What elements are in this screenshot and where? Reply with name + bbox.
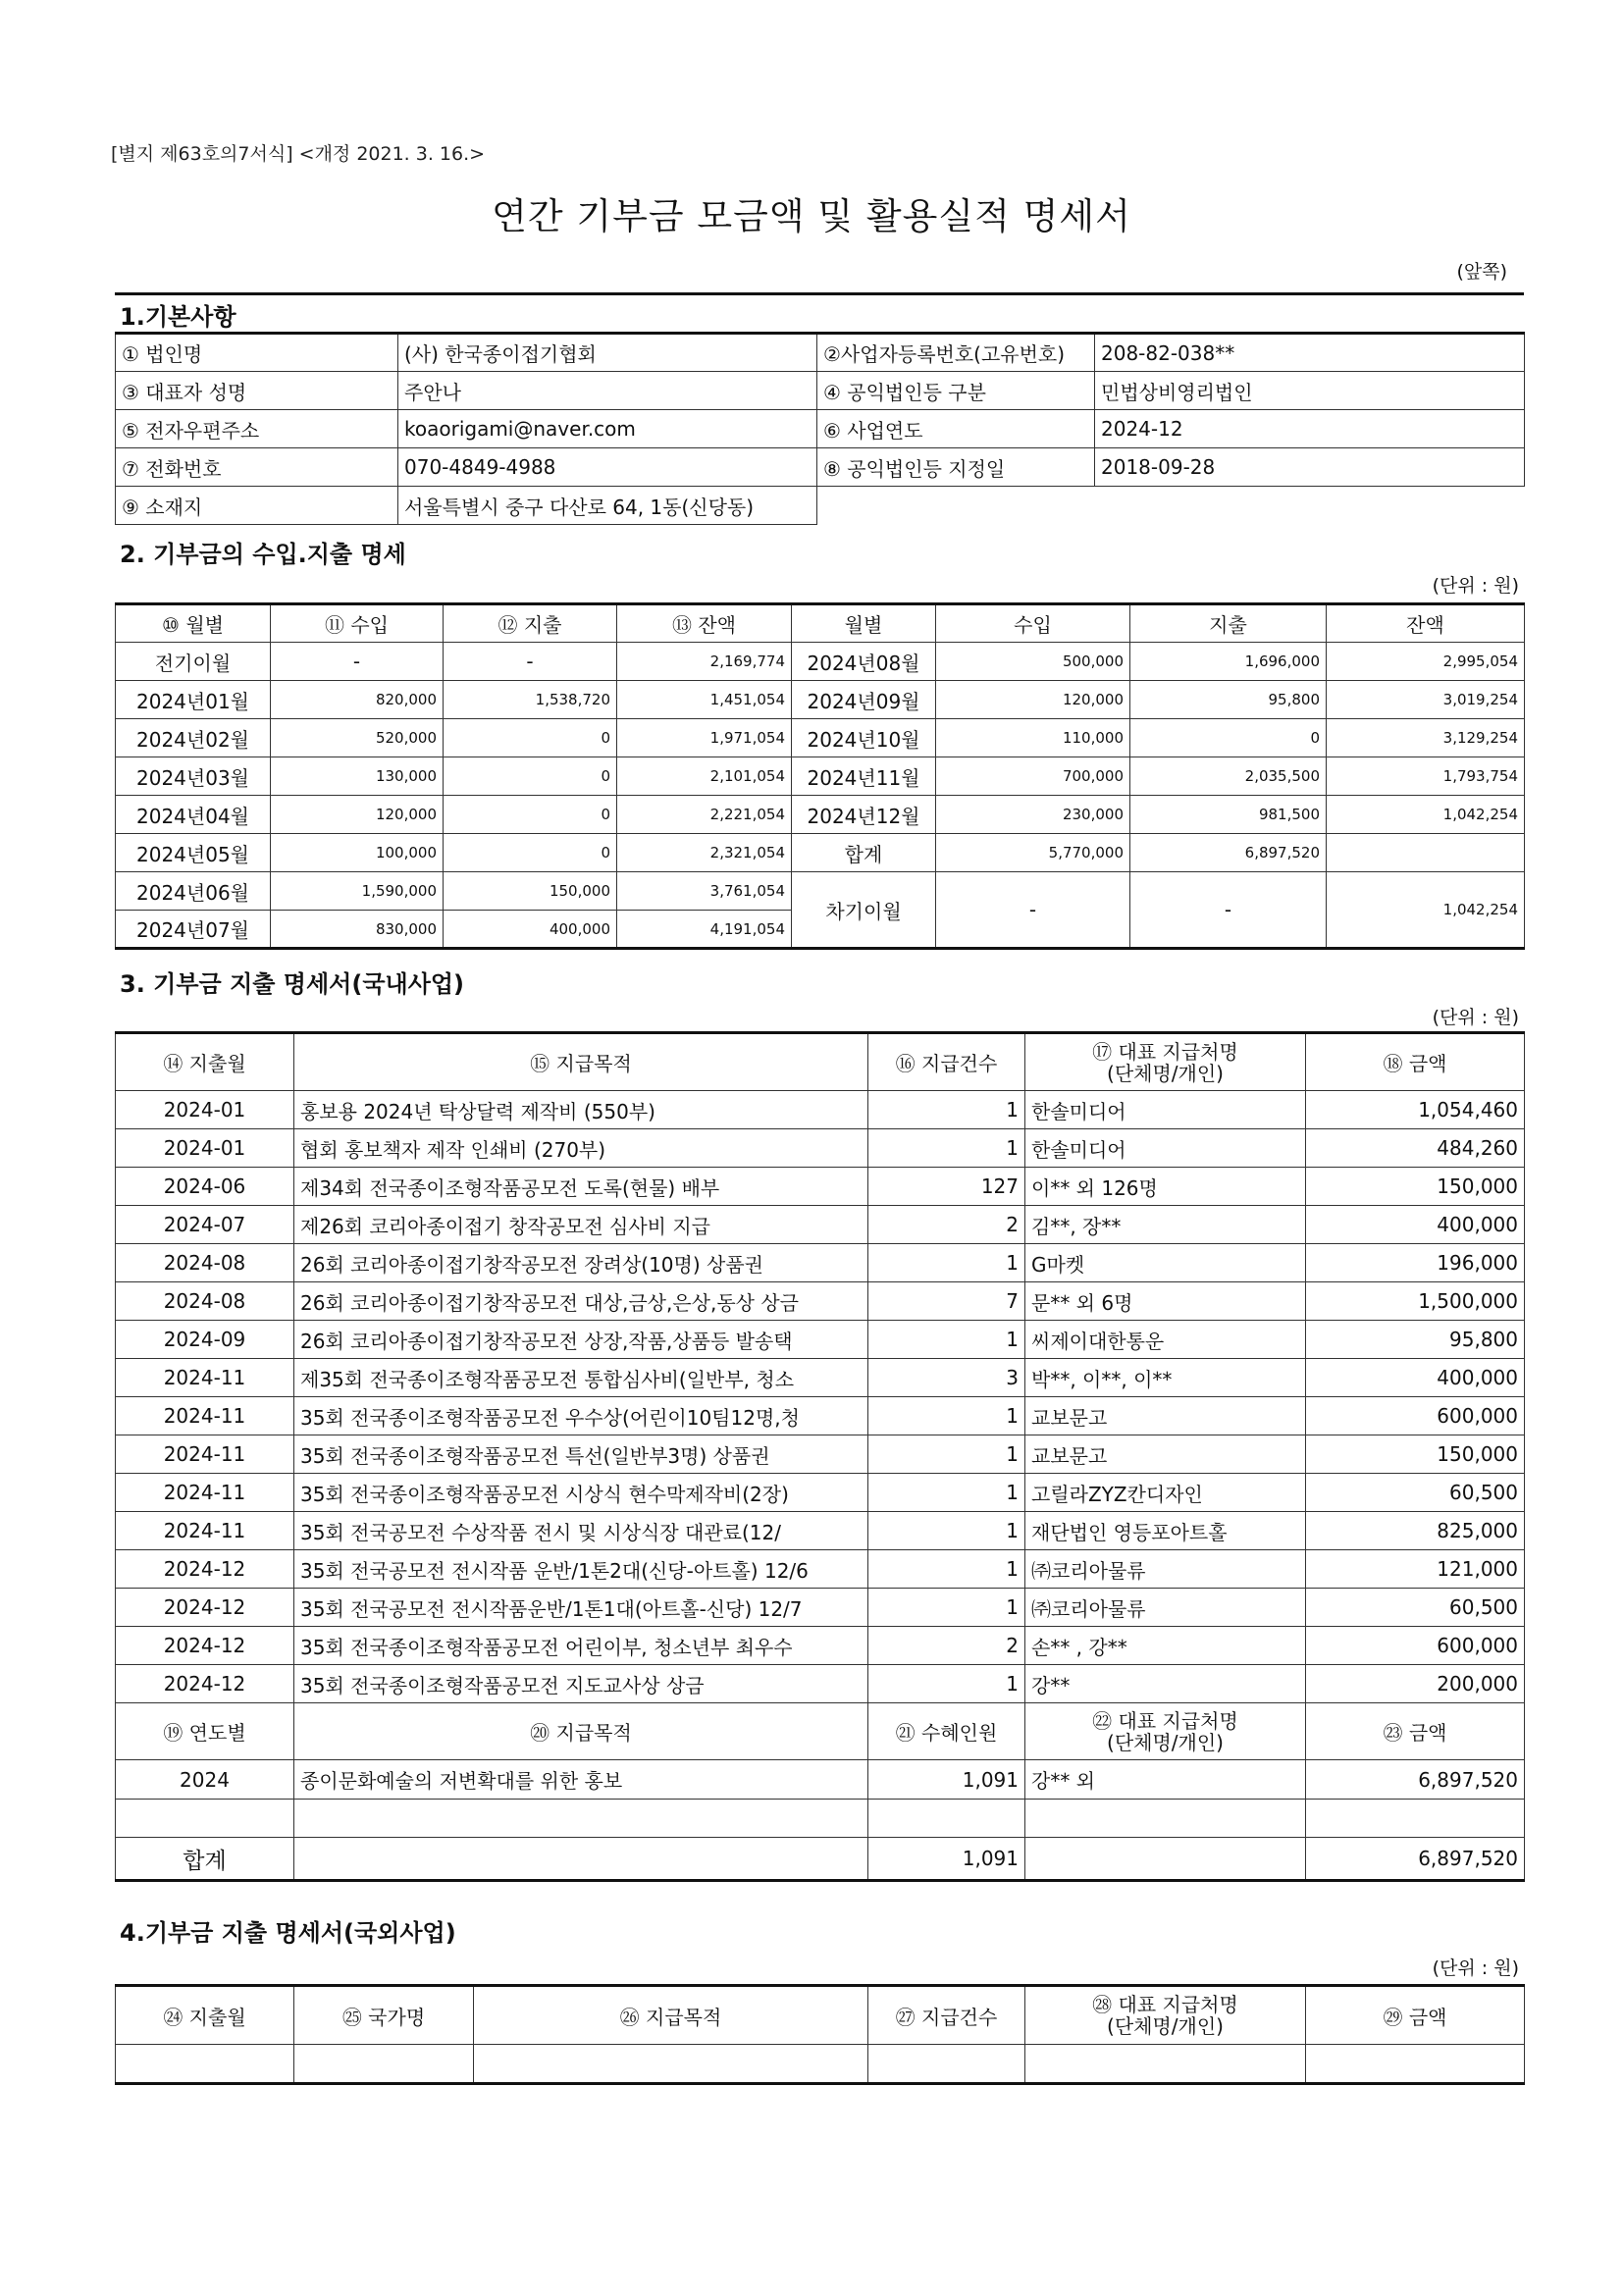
income-cell: 820,000: [271, 681, 444, 719]
total-blank: [294, 1838, 868, 1881]
recipient-cell: 한솔미디어: [1025, 1091, 1306, 1129]
month-cell: 2024년02월: [116, 719, 271, 757]
amount-cell: 150,000: [1306, 1435, 1525, 1474]
column-header: ⑲ 연도별: [116, 1703, 294, 1760]
recipient-cell: ㈜코리아물류: [1025, 1550, 1306, 1589]
count-cell: 1: [868, 1397, 1025, 1435]
info-value: 주안나: [398, 372, 817, 410]
empty-cell: [116, 2045, 294, 2084]
balance-cell: 2,101,054: [617, 757, 792, 796]
domestic-header-row: [116, 1033, 1525, 1091]
month-cell: 2024년12월: [792, 796, 936, 834]
balance-cell: 4,191,054: [617, 911, 792, 949]
section2-unit: (단위 : 원): [1432, 575, 1519, 597]
balance-cell: 1,042,254: [1327, 796, 1525, 834]
column-header: ⑱ 금액: [1306, 1033, 1525, 1091]
total-amount-cell: 6,897,520: [1306, 1838, 1525, 1881]
amount-cell: 400,000: [1306, 1359, 1525, 1397]
amount-cell: 60,500: [1306, 1589, 1525, 1627]
column-header: ㉗ 지급건수: [868, 1986, 1025, 2045]
income-cell: 100,000: [271, 834, 444, 872]
expense-cell: -: [444, 643, 617, 681]
balance-cell: 2,221,054: [617, 796, 792, 834]
purpose-cell: 제34회 전국종이조형작품공모전 도록(현물) 배부: [294, 1168, 868, 1206]
count-cell: 1: [868, 1321, 1025, 1359]
recipient-cell: 손** , 강**: [1025, 1627, 1306, 1665]
total-people-cell: 1,091: [868, 1838, 1025, 1881]
info-label: ②사업자등록번호(고유번호): [817, 334, 1095, 372]
column-header: ㉙ 금액: [1306, 1986, 1525, 2045]
recipient-cell: 고릴라ZYZ칸디자인: [1025, 1474, 1306, 1512]
column-header: ⑬ 잔액: [617, 604, 792, 643]
table-row: [116, 1091, 1525, 1129]
purpose-cell: 26회 코리아종이접기창작공모전 장려상(10명) 상품권: [294, 1244, 868, 1282]
balance-cell: 1,451,054: [617, 681, 792, 719]
total-row: [116, 1838, 1525, 1881]
total-label: 합계: [116, 1838, 294, 1881]
expense-month-cell: 2024-12: [116, 1627, 294, 1665]
table-row: [116, 1474, 1525, 1512]
income-cell: 230,000: [936, 796, 1130, 834]
income-cell: 520,000: [271, 719, 444, 757]
column-header: ⑪ 수입: [271, 604, 444, 643]
column-header: ㉖ 지급목적: [474, 1986, 868, 2045]
recipient-cell: 김**, 장**: [1025, 1206, 1306, 1244]
recipient-cell: 한솔미디어: [1025, 1129, 1306, 1168]
expense-month-cell: 2024-01: [116, 1129, 294, 1168]
recipient-cell: 박**, 이**, 이**: [1025, 1359, 1306, 1397]
purpose-cell: 35회 전국종이조형작품공모전 지도교사상 상금: [294, 1665, 868, 1703]
amount-cell: 95,800: [1306, 1321, 1525, 1359]
count-cell: 1: [868, 1091, 1025, 1129]
month-cell: 2024년11월: [792, 757, 936, 796]
column-header: 잔액: [1327, 604, 1525, 643]
count-cell: 2: [868, 1206, 1025, 1244]
income-row: [116, 719, 1525, 757]
column-header: ⑯ 지급건수: [868, 1033, 1025, 1091]
expense-cell: 0: [444, 719, 617, 757]
purpose-cell: 35회 전국공모전 전시작품 운반/1톤2대(신당-아트홀) 12/6: [294, 1550, 868, 1589]
address-label: ⑨ 소재지: [116, 487, 398, 525]
expense-month-cell: 2024-01: [116, 1091, 294, 1129]
count-cell: 7: [868, 1282, 1025, 1321]
recipient-cell: 교보문고: [1025, 1397, 1306, 1435]
month-cell: 전기이월: [116, 643, 271, 681]
expense-month-cell: 2024-06: [116, 1168, 294, 1206]
expense-month-cell: 2024-12: [116, 1589, 294, 1627]
recipient-cell: 문** 외 6명: [1025, 1282, 1306, 1321]
income-cell: 110,000: [936, 719, 1130, 757]
expense-cell: 6,897,520: [1130, 834, 1327, 872]
expense-month-cell: 2024-08: [116, 1282, 294, 1321]
recipient-header-subline: (단체명/개인): [1107, 1061, 1224, 1085]
empty-row: [116, 2045, 1525, 2084]
income-row: [116, 757, 1525, 796]
recipient-header-line: ㉘ 대표 지급처명: [1092, 1993, 1238, 2016]
recipient-cell: 교보문고: [1025, 1435, 1306, 1474]
info-value: 2018-09-28: [1095, 448, 1525, 487]
month-cell: 2024년04월: [116, 796, 271, 834]
amount-cell: 825,000: [1306, 1512, 1525, 1550]
expense-month-cell: 2024-08: [116, 1244, 294, 1282]
recipient-cell: 이** 외 126명: [1025, 1168, 1306, 1206]
amount-cell: 400,000: [1306, 1206, 1525, 1244]
income-expense-table: [115, 602, 1525, 950]
recipient-cell: G마켓: [1025, 1244, 1306, 1282]
income-cell: 1,590,000: [271, 872, 444, 911]
column-header: ⑫ 지출: [444, 604, 617, 643]
table-row: [116, 1282, 1525, 1321]
purpose-cell: 35회 전국종이조형작품공모전 어린이부, 청소년부 최우수: [294, 1627, 868, 1665]
info-label: ④ 공익법인등 구분: [817, 372, 1095, 410]
amount-cell: 196,000: [1306, 1244, 1525, 1282]
table-row: [116, 1168, 1525, 1206]
purpose-cell: 35회 전국종이조형작품공모전 특선(일반부3명) 상품권: [294, 1435, 868, 1474]
address-row: [116, 487, 1525, 525]
count-cell: 127: [868, 1168, 1025, 1206]
balance-cell: 3,761,054: [617, 872, 792, 911]
carry-income: -: [936, 872, 1130, 949]
purpose-cell: 35회 전국공모전 전시작품운반/1톤1대(아트홀-신당) 12/7: [294, 1589, 868, 1627]
count-cell: 1: [868, 1474, 1025, 1512]
count-cell: 1: [868, 1589, 1025, 1627]
info-row: [116, 372, 1525, 410]
empty-cell: [294, 2045, 474, 2084]
balance-cell: 1,971,054: [617, 719, 792, 757]
income-cell: 5,770,000: [936, 834, 1130, 872]
summary-amount-cell: 6,897,520: [1306, 1760, 1525, 1800]
amount-cell: 200,000: [1306, 1665, 1525, 1703]
info-row: [116, 448, 1525, 487]
purpose-cell: 35회 전국공모전 수상작품 전시 및 시상식장 대관료(12/: [294, 1512, 868, 1550]
expense-month-cell: 2024-11: [116, 1435, 294, 1474]
address-blank: [817, 487, 1525, 525]
income-cell: 700,000: [936, 757, 1130, 796]
empty-cell: [1025, 2045, 1306, 2084]
income-cell: -: [271, 643, 444, 681]
empty-cell: [294, 1800, 868, 1838]
empty-cell: [474, 2045, 868, 2084]
basic-info-table: [115, 332, 1525, 525]
table-row: [116, 1589, 1525, 1627]
income-row: [116, 643, 1525, 681]
expense-cell: 400,000: [444, 911, 617, 949]
income-row: [116, 872, 1525, 911]
purpose-cell: 35회 전국종이조형작품공모전 시상식 현수막제작비(2장): [294, 1474, 868, 1512]
column-header: ㉕ 국가명: [294, 1986, 474, 2045]
info-value: (사) 한국종이접기협회: [398, 334, 817, 372]
table-row: [116, 1665, 1525, 1703]
form-id: [별지 제63호의7서식] <개정 2021. 3. 16.>: [111, 143, 486, 165]
summary-recipient-cell: 강** 외: [1025, 1760, 1306, 1800]
expense-month-cell: 2024-11: [116, 1474, 294, 1512]
table-row: [116, 1397, 1525, 1435]
table-row: [116, 1550, 1525, 1589]
expense-cell: 95,800: [1130, 681, 1327, 719]
amount-cell: 60,500: [1306, 1474, 1525, 1512]
month-cell: 2024년06월: [116, 872, 271, 911]
amount-cell: 1,054,460: [1306, 1091, 1525, 1129]
section1-title: 1.기본사항: [120, 303, 236, 331]
balance-cell: 3,129,254: [1327, 719, 1525, 757]
table-row: [116, 1359, 1525, 1397]
column-header: ⑩ 월별: [116, 604, 271, 643]
recipient-cell: 강**: [1025, 1665, 1306, 1703]
carry-balance: 1,042,254: [1327, 872, 1525, 949]
summary-row: [116, 1760, 1525, 1800]
column-header: [1025, 1033, 1306, 1091]
expense-cell: 0: [444, 834, 617, 872]
income-row: [116, 681, 1525, 719]
purpose-cell: 26회 코리아종이접기창작공모전 대상,금상,은상,동상 상금: [294, 1282, 868, 1321]
section4-unit: (단위 : 원): [1432, 1957, 1519, 1979]
overseas-header-row: [116, 1986, 1525, 2045]
column-header: ㉓ 금액: [1306, 1703, 1525, 1760]
expense-cell: 0: [1130, 719, 1327, 757]
month-cell: 2024년08월: [792, 643, 936, 681]
count-cell: 1: [868, 1512, 1025, 1550]
section3-unit: (단위 : 원): [1432, 1007, 1519, 1028]
amount-cell: 484,260: [1306, 1129, 1525, 1168]
amount-cell: 121,000: [1306, 1550, 1525, 1589]
recipient-cell: ㈜코리아물류: [1025, 1589, 1306, 1627]
column-header: [1025, 1703, 1306, 1760]
column-header: ㉔ 지출월: [116, 1986, 294, 2045]
expense-cell: 1,696,000: [1130, 643, 1327, 681]
info-value: 208-82-038**: [1095, 334, 1525, 372]
recipient-header-subline: (단체명/개인): [1107, 2014, 1224, 2038]
income-header-row: [116, 604, 1525, 643]
column-header: ⑭ 지출월: [116, 1033, 294, 1091]
address-value: 서울특별시 중구 다산로 64, 1동(신당동): [398, 487, 817, 525]
carry-label: 차기이월: [792, 872, 936, 949]
column-header: ⑳ 지급목적: [294, 1703, 868, 1760]
recipient-cell: 재단법인 영등포아트홀: [1025, 1512, 1306, 1550]
balance-cell: 2,995,054: [1327, 643, 1525, 681]
purpose-cell: 제35회 전국종이조형작품공모전 통합심사비(일반부, 청소: [294, 1359, 868, 1397]
count-cell: 1: [868, 1665, 1025, 1703]
income-cell: 830,000: [271, 911, 444, 949]
recipient-header-line: ⑰ 대표 지급처명: [1092, 1039, 1238, 1064]
info-value: 2024-12: [1095, 410, 1525, 448]
empty-cell: [1025, 1800, 1306, 1838]
expense-cell: 1,538,720: [444, 681, 617, 719]
info-label: ⑥ 사업연도: [817, 410, 1095, 448]
expense-cell: 0: [444, 796, 617, 834]
empty-row: [116, 1800, 1525, 1838]
recipient-header-subline: (단체명/개인): [1107, 1730, 1224, 1754]
section1-top-rule: [115, 292, 1524, 295]
recipient-cell: 씨제이대한통운: [1025, 1321, 1306, 1359]
table-row: [116, 1435, 1525, 1474]
count-cell: 1: [868, 1550, 1025, 1589]
carry-expense: -: [1130, 872, 1327, 949]
amount-cell: 150,000: [1306, 1168, 1525, 1206]
domestic-expense-table: [115, 1031, 1525, 1882]
purpose-cell: 제26회 코리아종이접기 창작공모전 심사비 지급: [294, 1206, 868, 1244]
amount-cell: 600,000: [1306, 1397, 1525, 1435]
amount-cell: 600,000: [1306, 1627, 1525, 1665]
count-cell: 1: [868, 1244, 1025, 1282]
info-label: ③ 대표자 성명: [116, 372, 398, 410]
balance-cell: 2,321,054: [617, 834, 792, 872]
purpose-cell: 35회 전국종이조형작품공모전 우수상(어린이10팀12명,청: [294, 1397, 868, 1435]
income-row: [116, 796, 1525, 834]
table-row: [116, 1129, 1525, 1168]
table-row: [116, 1244, 1525, 1282]
expense-month-cell: 2024-11: [116, 1359, 294, 1397]
purpose-cell: 협회 홍보책자 제작 인쇄비 (270부): [294, 1129, 868, 1168]
count-cell: 1: [868, 1435, 1025, 1474]
expense-month-cell: 2024-07: [116, 1206, 294, 1244]
column-header: ⑮ 지급목적: [294, 1033, 868, 1091]
recipient-header-line: ㉒ 대표 지급처명: [1092, 1708, 1238, 1733]
info-value: 민법상비영리법인: [1095, 372, 1525, 410]
total-blank: [1025, 1838, 1306, 1881]
summary-header-row: [116, 1703, 1525, 1760]
empty-cell: [1306, 2045, 1525, 2084]
info-label: ⑤ 전자우편주소: [116, 410, 398, 448]
column-header: ㉑ 수혜인원: [868, 1703, 1025, 1760]
overseas-expense-table: [115, 1984, 1525, 2085]
empty-cell: [116, 1800, 294, 1838]
month-cell: 2024년07월: [116, 911, 271, 949]
info-row: [116, 334, 1525, 372]
empty-cell: [868, 2045, 1025, 2084]
count-cell: 2: [868, 1627, 1025, 1665]
month-cell: 2024년05월: [116, 834, 271, 872]
column-header: 월별: [792, 604, 936, 643]
empty-cell: [868, 1800, 1025, 1838]
section2-title: 2. 기부금의 수입.지출 명세: [120, 541, 406, 568]
income-cell: 500,000: [936, 643, 1130, 681]
month-cell: 2024년03월: [116, 757, 271, 796]
expense-month-cell: 2024-09: [116, 1321, 294, 1359]
income-row: [116, 834, 1525, 872]
income-cell: 120,000: [936, 681, 1130, 719]
info-label: ⑧ 공익법인등 지정일: [817, 448, 1095, 487]
info-value: 070-4849-4988: [398, 448, 817, 487]
page-side-label: (앞쪽): [1456, 261, 1507, 283]
month-cell: 2024년01월: [116, 681, 271, 719]
balance-cell: [1327, 834, 1525, 872]
expense-cell: 150,000: [444, 872, 617, 911]
count-cell: 3: [868, 1359, 1025, 1397]
amount-cell: 1,500,000: [1306, 1282, 1525, 1321]
summary-purpose-cell: 종이문화예술의 저변확대를 위한 홍보: [294, 1760, 868, 1800]
purpose-cell: 홍보용 2024년 탁상달력 제작비 (550부): [294, 1091, 868, 1129]
section3-title: 3. 기부금 지출 명세서(국내사업): [120, 970, 465, 998]
section4-title: 4.기부금 지출 명세서(국외사업): [120, 1919, 456, 1947]
info-row: [116, 410, 1525, 448]
table-row: [116, 1512, 1525, 1550]
table-row: [116, 1206, 1525, 1244]
expense-month-cell: 2024-11: [116, 1397, 294, 1435]
expense-month-cell: 2024-12: [116, 1550, 294, 1589]
income-cell: 130,000: [271, 757, 444, 796]
column-header: [1025, 1986, 1306, 2045]
balance-cell: 1,793,754: [1327, 757, 1525, 796]
summary-people-cell: 1,091: [868, 1760, 1025, 1800]
info-value: koaorigami@naver.com: [398, 410, 817, 448]
empty-cell: [1306, 1800, 1525, 1838]
expense-cell: 2,035,500: [1130, 757, 1327, 796]
expense-cell: 0: [444, 757, 617, 796]
expense-month-cell: 2024-11: [116, 1512, 294, 1550]
summary-year-cell: 2024: [116, 1760, 294, 1800]
document-title: 연간 기부금 모금액 및 활용실적 명세서: [492, 195, 1131, 237]
expense-month-cell: 2024-12: [116, 1665, 294, 1703]
month-cell: 합계: [792, 834, 936, 872]
month-cell: 2024년09월: [792, 681, 936, 719]
column-header: 수입: [936, 604, 1130, 643]
income-cell: 120,000: [271, 796, 444, 834]
expense-cell: 981,500: [1130, 796, 1327, 834]
purpose-cell: 26회 코리아종이접기창작공모전 상장,작품,상품등 발송택: [294, 1321, 868, 1359]
column-header: 지출: [1130, 604, 1327, 643]
info-label: ⑦ 전화번호: [116, 448, 398, 487]
month-cell: 2024년10월: [792, 719, 936, 757]
info-label thick-top: ① 법인명: [116, 334, 398, 372]
table-row: [116, 1321, 1525, 1359]
balance-cell: 3,019,254: [1327, 681, 1525, 719]
balance-cell: 2,169,774: [617, 643, 792, 681]
count-cell: 1: [868, 1129, 1025, 1168]
table-row: [116, 1627, 1525, 1665]
